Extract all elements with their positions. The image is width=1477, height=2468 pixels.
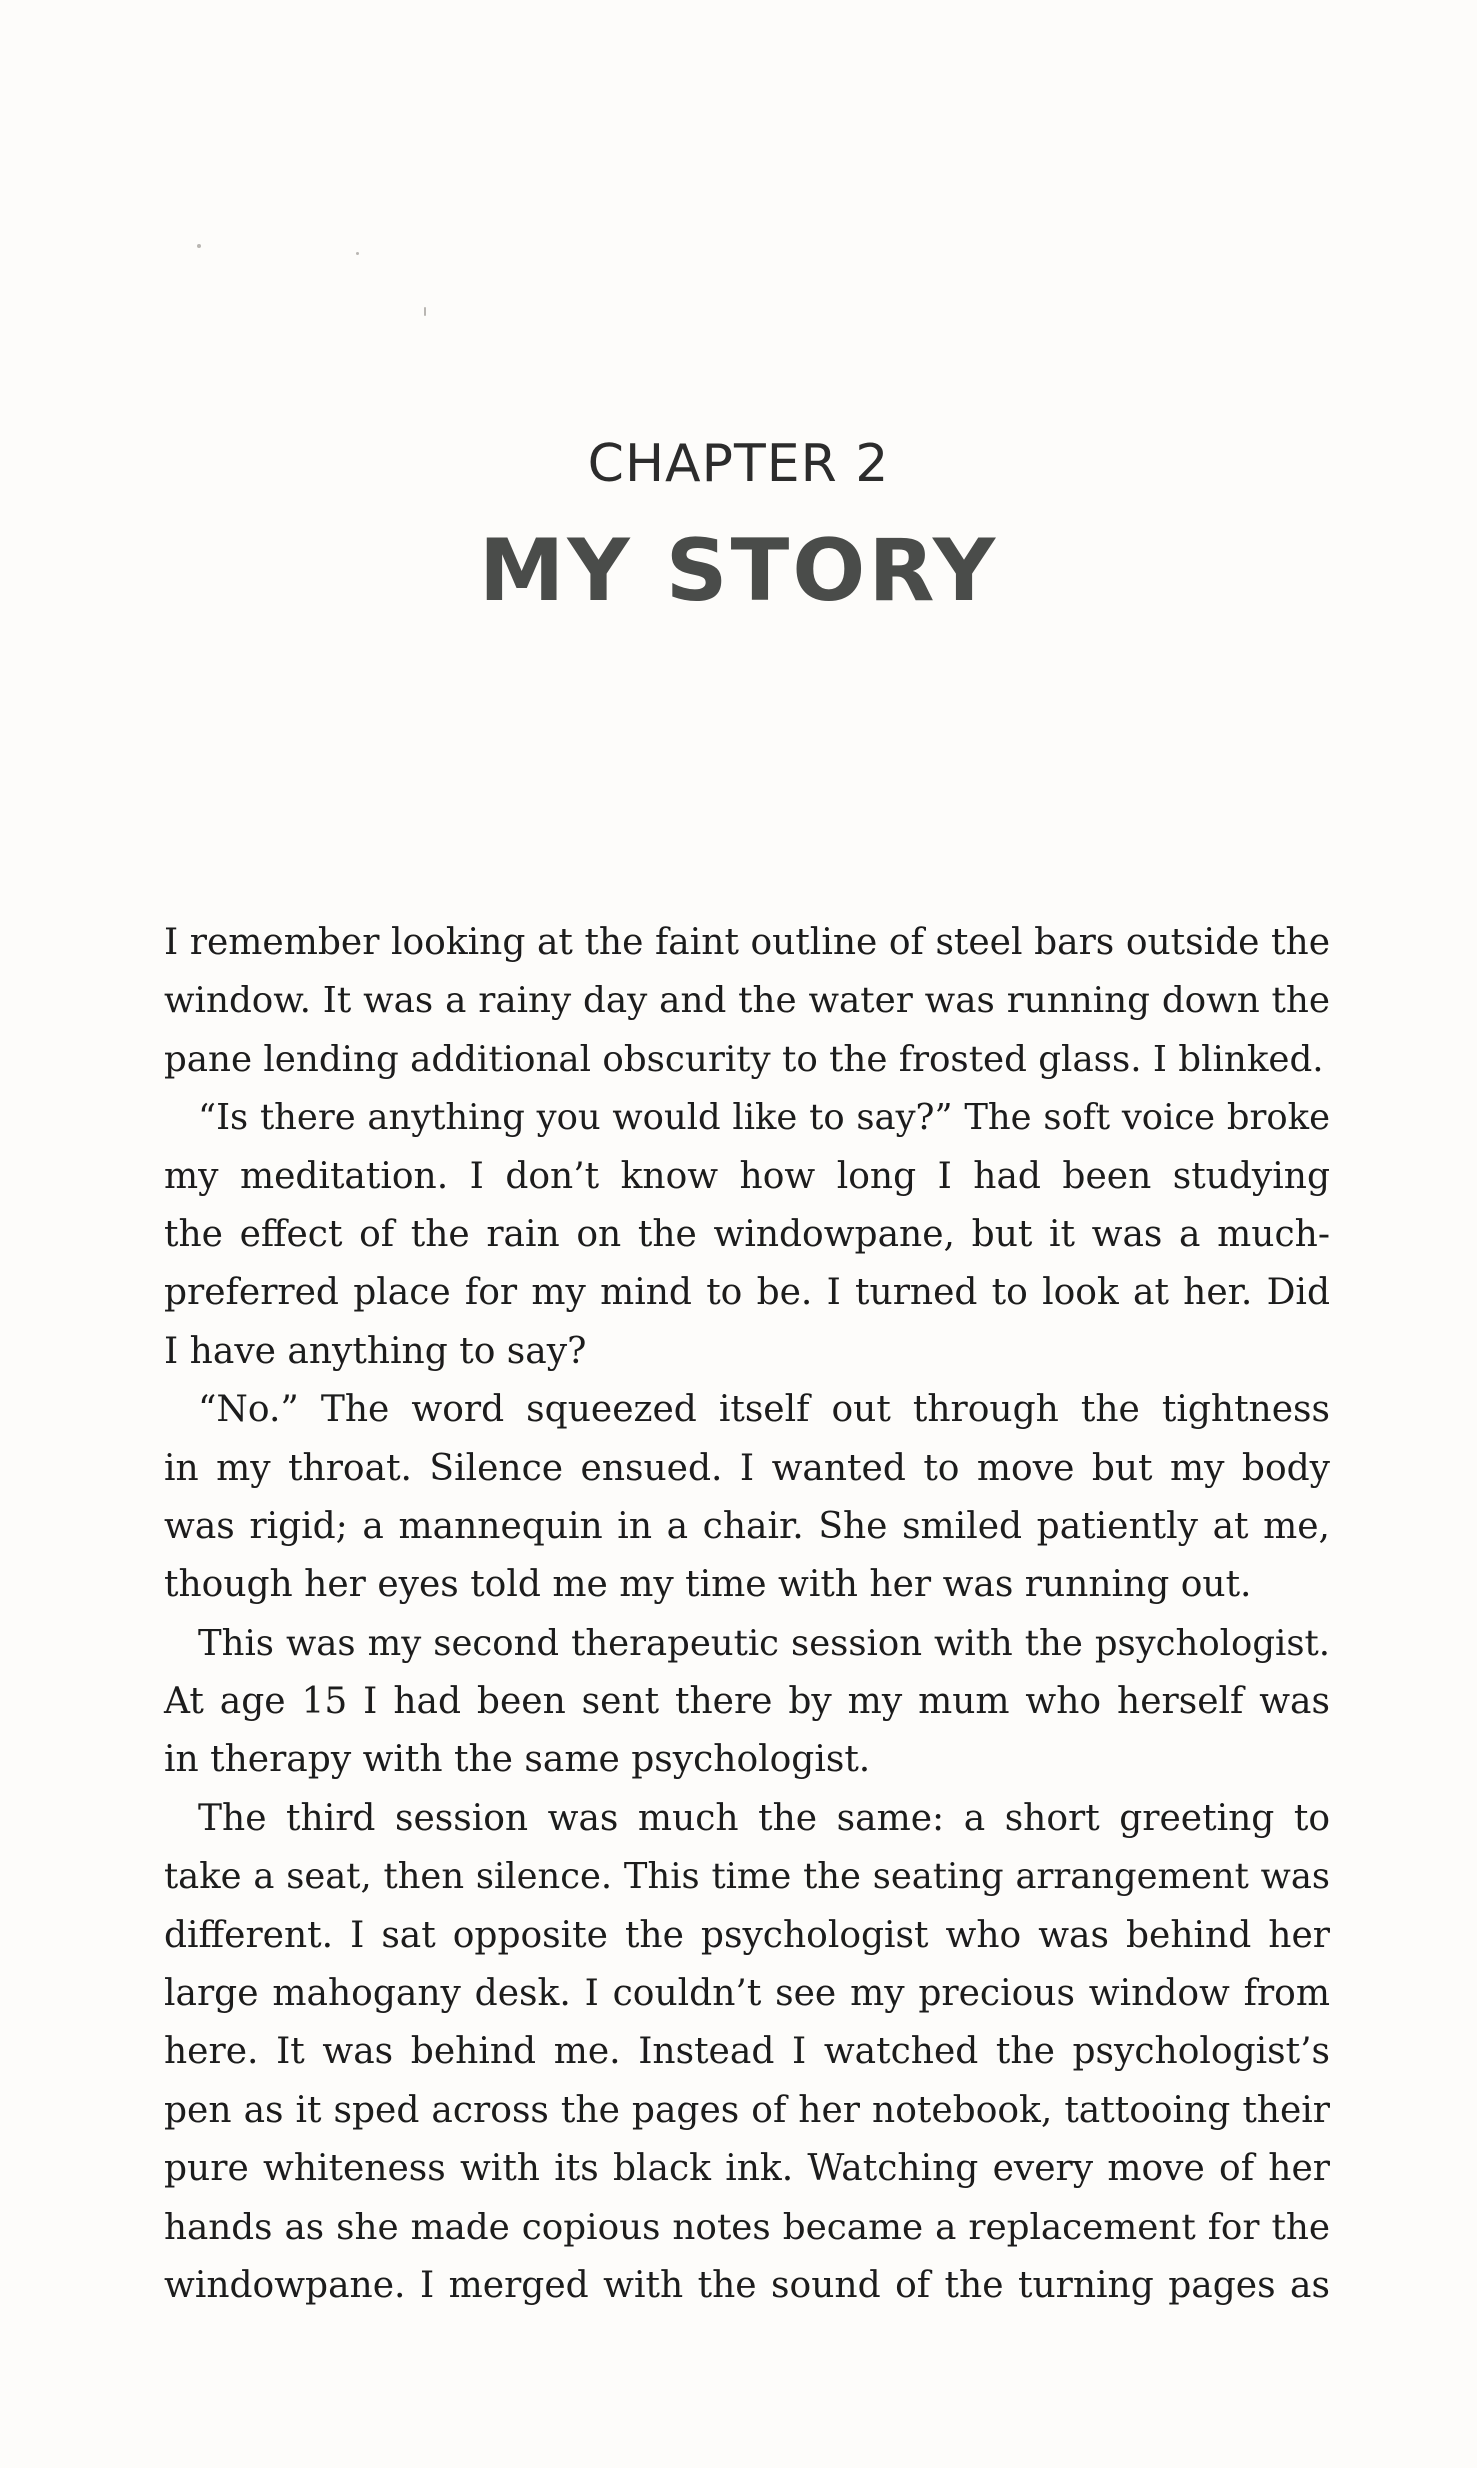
text-line: I have anything to say? bbox=[164, 1330, 587, 1372]
text-line: At age 15 I had been sent there by my mum who herself was bbox=[164, 1681, 1330, 1723]
scan-speck bbox=[197, 244, 201, 248]
scan-speck bbox=[424, 307, 426, 316]
text-line: pane lending additional obscurity to the frosted glass. I blinked. bbox=[164, 1038, 1324, 1080]
text-line: pen as it sped across the pages of her notebook, tattooing their bbox=[164, 2089, 1330, 2131]
text-line: different. I sat opposite the psychologist who was behind her bbox=[164, 1914, 1330, 1956]
text-line: the effect of the rain on the windowpane, but it was a much- bbox=[164, 1213, 1330, 1255]
chapter-title: MY STORY bbox=[478, 521, 999, 621]
text-line: windowpane. I merged with the sound of the turning pages as bbox=[164, 2264, 1330, 2306]
body-text bbox=[164, 914, 1330, 2315]
text-line: The third session was much the same: a short greeting to bbox=[198, 1797, 1330, 1839]
text-line: pure whiteness with its black ink. Watching every move of her bbox=[164, 2148, 1330, 2190]
text-line: in my throat. Silence ensued. I wanted to move but my body bbox=[164, 1447, 1330, 1489]
text-line: take a seat, then silence. This time the seating arrangement was bbox=[164, 1856, 1330, 1898]
text-line: This was my second therapeutic session with the psychologist. bbox=[198, 1622, 1330, 1664]
text-line: I remember looking at the faint outline of steel bars outside the bbox=[164, 922, 1330, 963]
text-line: hands as she made copious notes became a replacement for the bbox=[164, 2206, 1330, 2248]
text-line: here. It was behind me. Instead I watched the psychologist’s bbox=[164, 2031, 1330, 2073]
text-line: “Is there anything you would like to say?” The soft voice broke bbox=[198, 1097, 1330, 1139]
text-line: was rigid; a mannequin in a chair. She smiled patiently at me, bbox=[164, 1505, 1330, 1547]
text-line: window. It was a rainy day and the water was running down the bbox=[164, 980, 1330, 1022]
chapter-label: CHAPTER 2 bbox=[587, 434, 890, 494]
text-line: preferred place for my mind to be. I turned to look at her. Did bbox=[164, 1272, 1330, 1314]
text-line: large mahogany desk. I couldn’t see my precious window from bbox=[164, 1973, 1330, 2015]
text-line: “No.” The word squeezed itself out through the tightness bbox=[198, 1389, 1330, 1431]
text-line: my meditation. I don’t know how long I had been studying bbox=[164, 1155, 1330, 1197]
scan-speck bbox=[356, 252, 359, 255]
text-line: though her eyes told me my time with her was running out. bbox=[164, 1564, 1252, 1606]
text-line: in therapy with the same psychologist. bbox=[164, 1739, 871, 1781]
